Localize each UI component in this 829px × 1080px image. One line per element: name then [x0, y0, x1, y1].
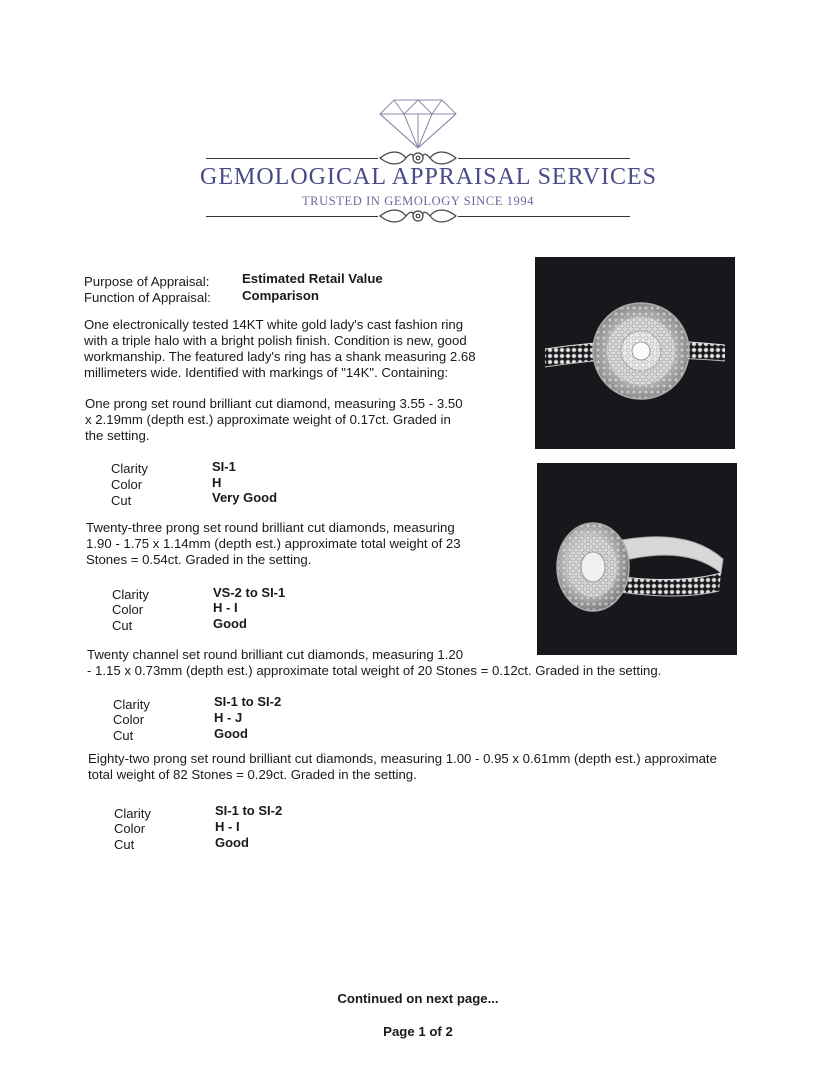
- header-rule-bottom-right: [458, 216, 630, 217]
- company-logo: [200, 92, 658, 232]
- stone-line: x 2.19mm (depth est.) approximate weight of 0.17ct. Graded in: [85, 412, 451, 427]
- color-value: H - I: [213, 600, 238, 615]
- clarity-label: Clarity: [114, 806, 151, 821]
- header-rule-bottom-left: [206, 216, 378, 217]
- description-line: millimeters wide. Identified with markings of "14K". Containing:: [84, 365, 449, 380]
- function-value: Comparison: [242, 288, 319, 303]
- color-value: H - J: [214, 710, 243, 725]
- stone-line: 1.90 - 1.75 x 1.14mm (depth est.) approximate total weight of 23: [86, 536, 461, 551]
- company-tagline: TRUSTED IN GEMOLOGY SINCE 1994: [301, 194, 535, 208]
- color-label: Color: [111, 477, 143, 492]
- stone-line: - 1.15 x 0.73mm (depth est.) approximate total weight of 20 Stones = 0.12ct. Graded in the setting.: [87, 663, 662, 678]
- stone-line: Twenty-three prong set round brilliant cut diamonds, measuring: [86, 520, 455, 535]
- stone-line: total weight of 82 Stones = 0.29ct. Graded in the setting.: [88, 767, 417, 782]
- header-rule-top-right: [458, 158, 630, 159]
- cut-label: Cut: [111, 493, 132, 508]
- clarity-label: Clarity: [113, 697, 150, 712]
- description-line: One electronically tested 14KT white gold lady's cast fashion ring: [84, 317, 464, 332]
- cut-value: Good: [215, 835, 249, 850]
- ring-photo-side: [537, 463, 737, 655]
- description-line: workmanship. The featured lady's ring has a shank measuring 2.68: [84, 349, 476, 364]
- stone-description: [86, 520, 526, 568]
- cut-value: Very Good: [212, 490, 278, 505]
- header-rule-top-left: [206, 158, 378, 159]
- cut-label: Cut: [114, 837, 135, 852]
- stone-line: Stones = 0.54ct. Graded in the setting.: [86, 552, 312, 567]
- clarity-value: SI-1: [212, 459, 236, 474]
- item-description: [84, 317, 514, 381]
- stone-line: Twenty channel set round brilliant cut diamonds, measuring 1.20: [87, 647, 464, 662]
- ring-photo-top: [535, 257, 735, 449]
- diamond-outline-icon: [376, 94, 460, 150]
- company-name: GEMOLOGICAL APPRAISAL SERVICES: [200, 164, 658, 190]
- ring-top-view-image: [535, 257, 735, 449]
- clarity-label: Clarity: [112, 587, 149, 602]
- clarity-label: Clarity: [111, 461, 148, 476]
- cut-label: Cut: [112, 618, 133, 633]
- page-number: Page 1 of 2: [383, 1024, 453, 1039]
- stone-description: [88, 751, 788, 783]
- stone-line: One prong set round brilliant cut diamond, measuring 3.55 - 3.50: [85, 396, 463, 411]
- continued-note: Continued on next page...: [337, 991, 499, 1006]
- ring-side-view-image: [537, 463, 737, 655]
- clarity-value: SI-1 to SI-2: [215, 803, 283, 818]
- cut-value: Good: [214, 726, 248, 741]
- description-line: with a triple halo with a bright polish finish. Condition is new, good: [84, 333, 467, 348]
- stone-line: the setting.: [85, 428, 150, 443]
- cut-label: Cut: [113, 728, 134, 743]
- clarity-value: SI-1 to SI-2: [214, 694, 282, 709]
- clarity-value: VS-2 to SI-1: [213, 585, 286, 600]
- cut-value: Good: [213, 616, 247, 631]
- purpose-label: Purpose of Appraisal:: [84, 274, 210, 289]
- stone-description: [85, 396, 525, 444]
- purpose-value: Estimated Retail Value: [242, 271, 383, 286]
- stone-line: Eighty-two prong set round brilliant cut diamonds, measuring 1.00 - 0.95 x 0.61mm (depth est.) approximate: [88, 751, 717, 766]
- function-label: Function of Appraisal:: [84, 290, 211, 305]
- flourish-ornament-icon: [378, 206, 458, 226]
- color-value: H: [212, 475, 222, 490]
- color-label: Color: [114, 821, 146, 836]
- color-label: Color: [112, 602, 144, 617]
- color-label: Color: [113, 712, 145, 727]
- color-value: H - I: [215, 819, 240, 834]
